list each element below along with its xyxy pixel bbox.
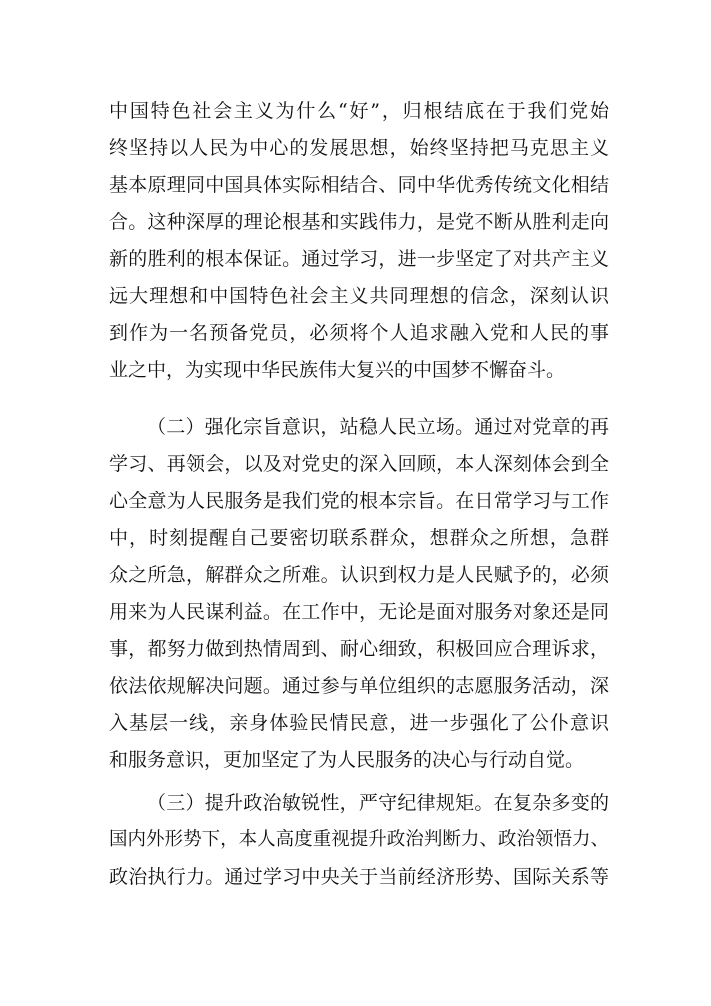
text-line: 学习、再领会，以及对党史的深入回顾，本人深刻体会到全: [109, 453, 609, 475]
text-line: 用来为人民谋利益。在工作中，无论是面对服务对象还是同: [109, 601, 609, 623]
text-line: 终坚持以人民为中心的发展思想，始终坚持把马克思主义: [109, 137, 609, 159]
text-line: 中，时刻提醒自己要密切联系群众，想群众之所想，急群: [109, 527, 609, 549]
text-line: （二）强化宗旨意识，站稳人民立场。通过对党章的再: [147, 416, 609, 438]
text-line: （三）提升政治敏锐性，严守纪律规矩。在复杂多变的: [147, 792, 609, 814]
text-line: 众之所急，解群众之所难。认识到权力是人民赋予的，必须: [109, 564, 609, 586]
text-line: 事，都努力做到热情周到、耐心细致，积极回应合理诉求，: [109, 638, 609, 660]
text-line: 远大理想和中国特色社会主义共同理想的信念，深刻认识: [109, 285, 609, 307]
text-line: 合。这种深厚的理论根基和实践伟力，是党不断从胜利走向: [109, 211, 609, 233]
text-line: 依法依规解决问题。通过参与单位组织的志愿服务活动，深: [109, 675, 609, 697]
text-line: 和服务意识，更加坚定了为人民服务的决心与行动自觉。: [109, 749, 585, 771]
text-line: 入基层一线，亲身体验民情民意，进一步强化了公仆意识: [109, 712, 609, 734]
text-line: 业之中，为实现中华民族伟大复兴的中国梦不懈奋斗。: [109, 359, 566, 381]
text-line: 到作为一名预备党员，必须将个人追求融入党和人民的事: [109, 322, 609, 344]
text-line: 基本原理同中国具体实际相结合、同中华优秀传统文化相结: [109, 174, 609, 196]
text-line: 心全意为人民服务是我们党的根本宗旨。在日常学习与工作: [109, 490, 609, 512]
text-line: 国内外形势下，本人高度重视提升政治判断力、政治领悟力、: [109, 829, 609, 850]
text-line: 新的胜利的根本保证。通过学习，进一步坚定了对共产主义: [109, 248, 609, 270]
text-line: 中国特色社会主义为什么“好”，归根结底在于我们党始: [109, 100, 609, 122]
text-line: 政治执行力。通过学习中央关于当前经济形势、国际关系等: [109, 866, 609, 888]
